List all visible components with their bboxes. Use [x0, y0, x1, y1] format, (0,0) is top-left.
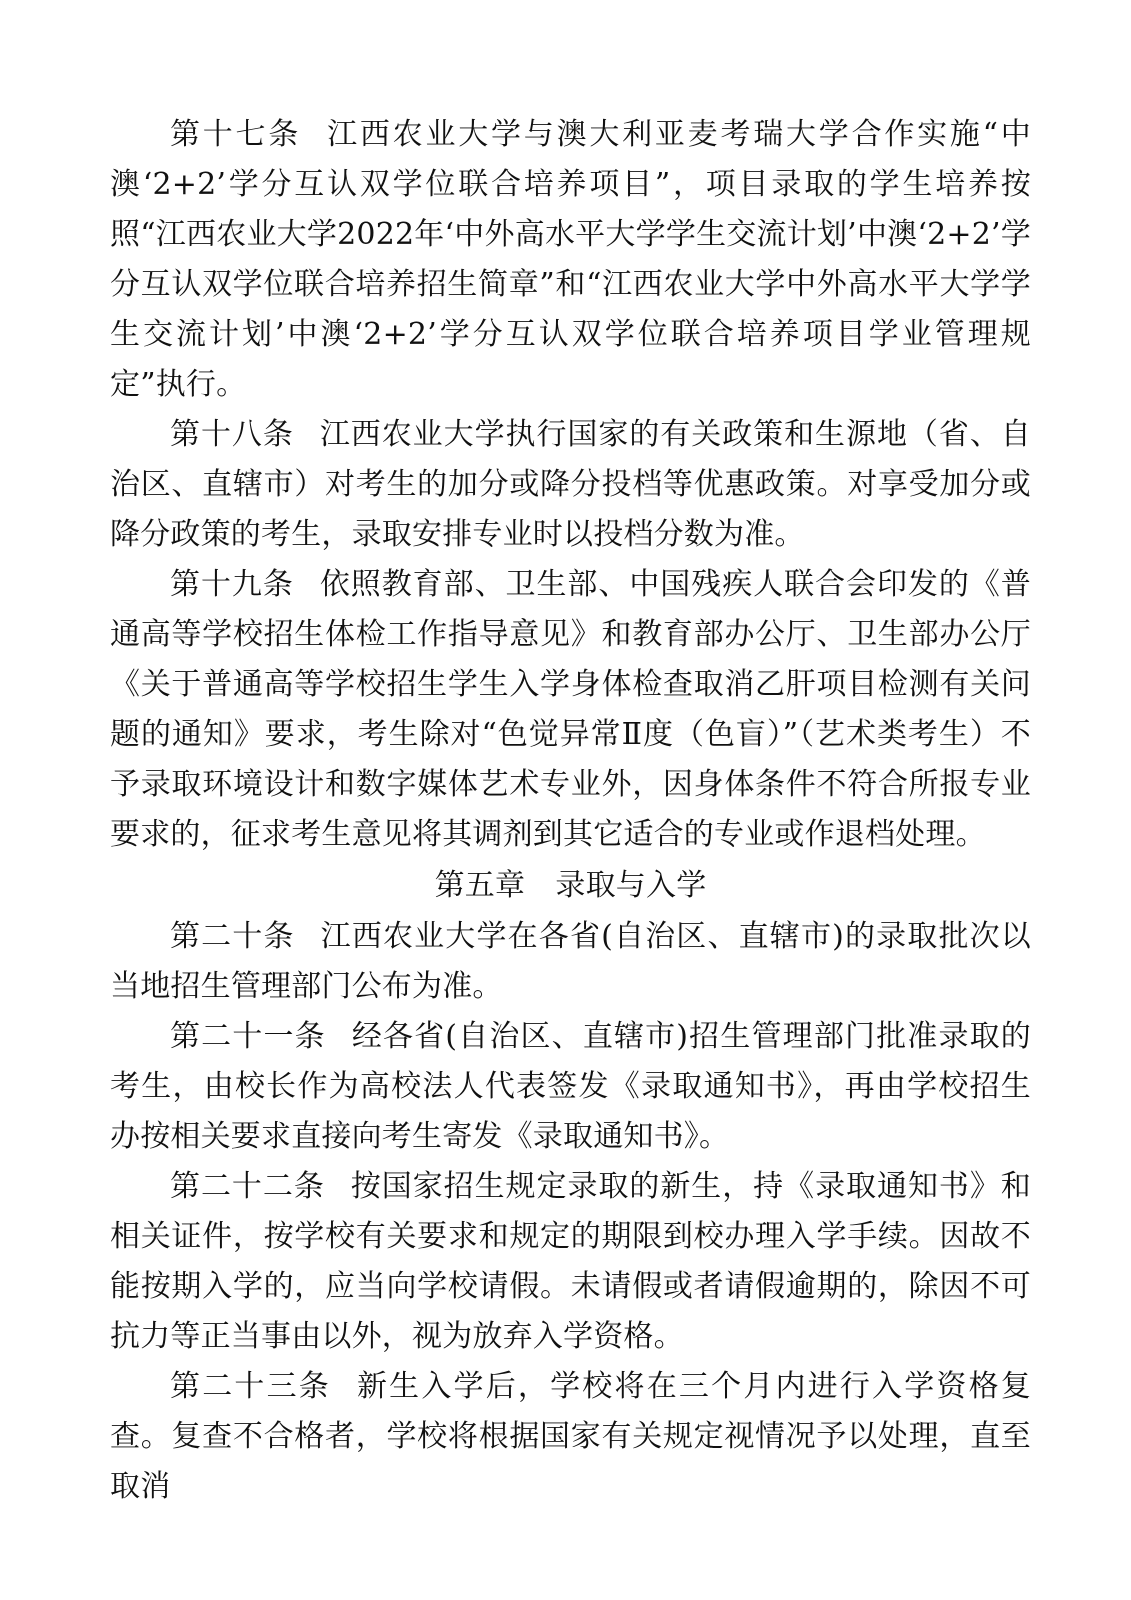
article-text: 新生入学后，学校将在三个月内进行入学资格复查。复查不合格者，学校将根据国家有关规定视情况予以处理，直至取消 [110, 1369, 1032, 1504]
article-text: 江西农业大学执行国家的有关政策和生源地（省、自治区、直辖市）对考生的加分或降分投档等优惠政策。对享受加分或降分政策的考生，录取安排专业时以投档分数为准。 [110, 417, 1031, 552]
article-number: 第二十条 [170, 919, 295, 954]
article-paragraph [110, 110, 1031, 410]
article-paragraph [110, 1162, 1031, 1362]
article-number: 第十八条 [170, 417, 294, 452]
article-number: 第十九条 [170, 567, 294, 602]
article-text: 依照教育部、卫生部、中国残疾人联合会印发的《普通高等学校招生体检工作指导意见》和教育部办公厅、卫生部办公厅《关于普通高等学校招生学生入学身体检查取消乙肝项目检测有关问题的通知》要求，考生除对“色觉异常Ⅱ度（色盲）”（艺术类考生）不予录取环境设计和数字媒体艺术专业外，因身体条件不符合所报专业要求的，征求考生意见将其调剂到其它适合的专业或作退档处理。 [110, 567, 1031, 852]
article-number: 第二十三条 [170, 1369, 331, 1404]
article-number: 第十七条 [170, 117, 302, 152]
article-number: 第二十一条 [170, 1019, 326, 1054]
article-text: 江西农业大学在各省(自治区、直辖市)的录取批次以当地招生管理部门公布为准。 [110, 919, 1031, 1004]
article-text: 经各省(自治区、直辖市)招生管理部门批准录取的考生，由校长作为高校法人代表签发《录取通知书》，再由学校招生办按相关要求直接向考生寄发《录取通知书》。 [110, 1019, 1031, 1154]
article-paragraph [110, 1362, 1031, 1512]
article-paragraph [110, 410, 1031, 560]
article-paragraph [110, 560, 1031, 860]
article-text: 江西农业大学与澳大利亚麦考瑞大学合作实施“中澳‘2+2’学分互认双学位联合培养项目”，项目录取的学生培养按照“江西农业大学2022年‘中外高水平大学学生交流计划’中澳‘2+2’学分互认双学位联合培养招生简章”和“江西农业大学中外高水平大学学生交流计划’中澳‘2+2’学分互认双学位联合培养项目学业管理规定”执行。 [110, 117, 1031, 402]
article-number: 第二十二条 [170, 1169, 325, 1204]
article-paragraph [110, 1012, 1031, 1162]
article-text: 按国家招生规定录取的新生，持《录取通知书》和相关证件，按学校有关要求和规定的期限到校办理入学手续。因故不能按期入学的，应当向学校请假。未请假或者请假逾期的，除因不可抗力等正当事由以外，视为放弃入学资格。 [110, 1169, 1032, 1354]
article-paragraph [110, 912, 1031, 1012]
chapter-title: 第五章 录取与入学 [434, 868, 707, 903]
